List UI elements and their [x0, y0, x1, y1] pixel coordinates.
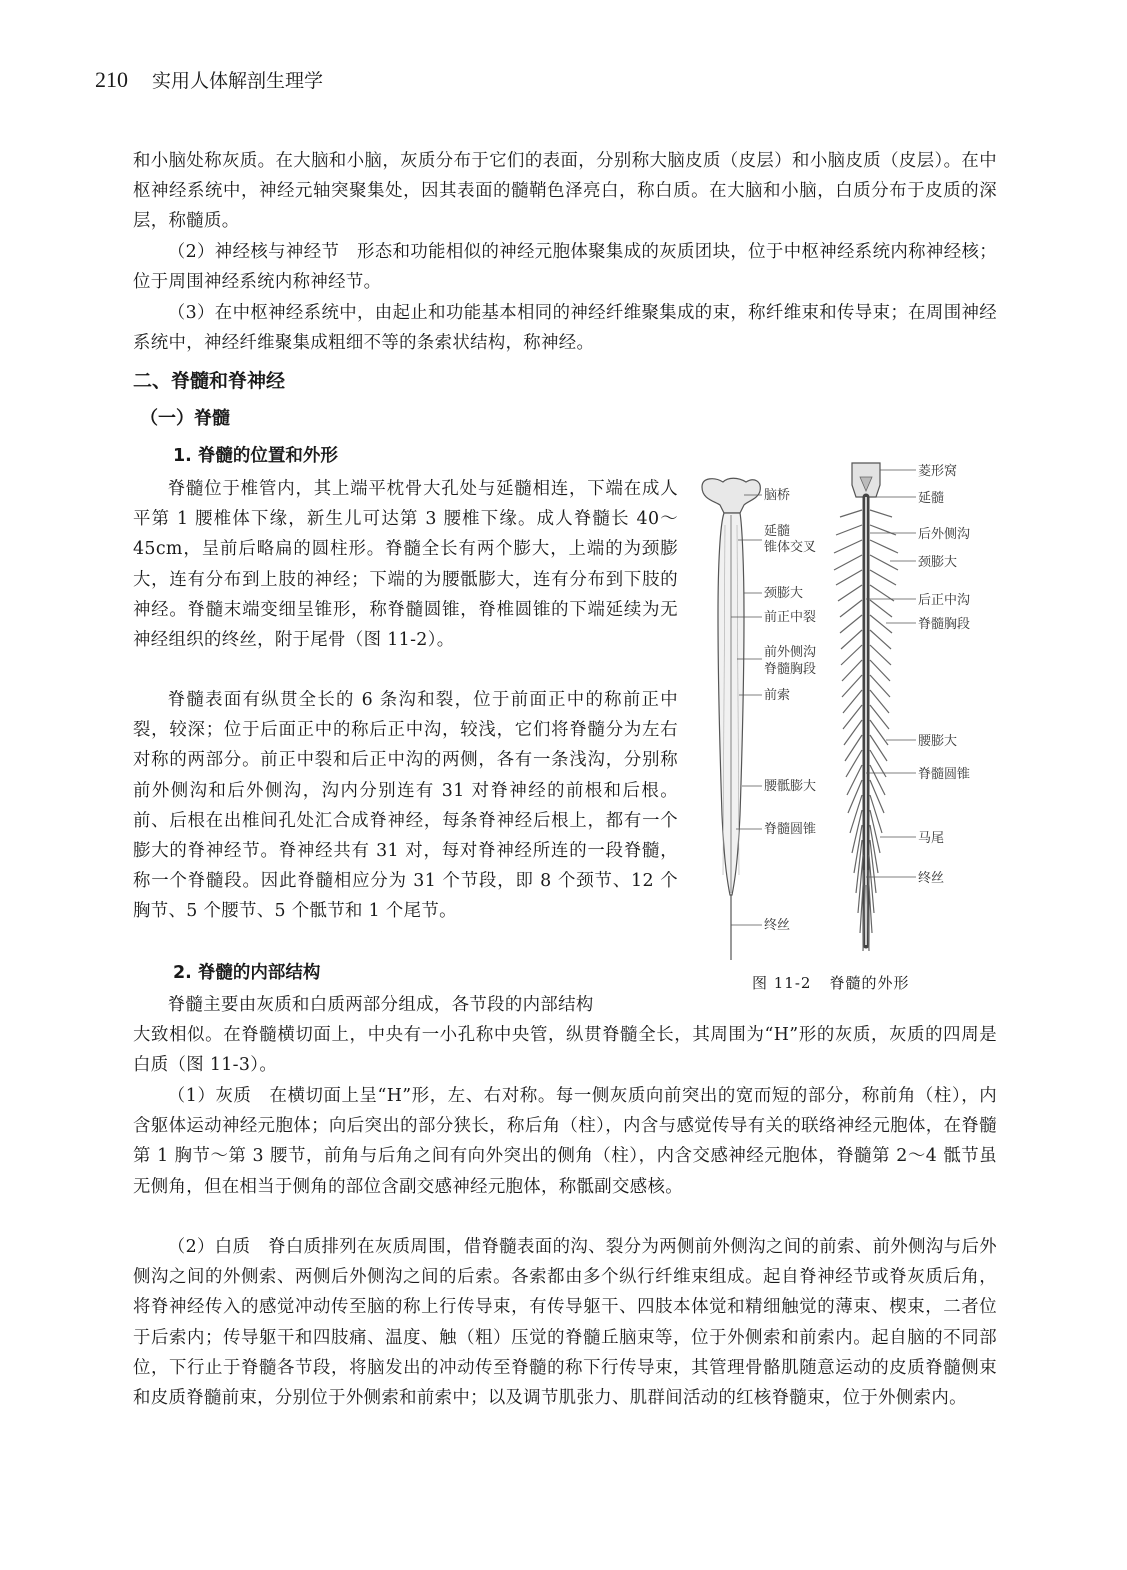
label-lumbosacral-enlargement: 腰骶膨大	[764, 779, 817, 794]
paragraph-surface: 脊髓表面有纵贯全长的 6 条沟和裂，位于前面正中的称前正中裂，较深；位于后面正中的称后正中沟，较浅，它们将脊髓分为左右对称的两部分。前正中裂和后正中沟的两侧，各有一条浅沟，分别称前外侧沟和后外侧沟，沟内分别连有 31 对脊神经的前根和后根。前、后根在出椎间孔处汇合成脊神经，每条脊神经后根上，都有一个膨大的脊神经节。脊神经共有 31 对，每对脊神经所连的一段脊髓，称一个脊髓段。因此脊髓相应分为 31 个节段，即 8 个颈节、12 个胸节、5 个腰节、5 个骶节和 1 个尾节。	[133, 690, 678, 922]
label-medulla-left: 延髓	[764, 524, 791, 539]
label-rhomboid-fossa: 菱形窝	[918, 464, 958, 479]
item-heading-2: 2. 脊髓的内部结构	[173, 963, 321, 983]
label-anterior-funiculus: 前索	[764, 688, 791, 703]
label-pons: 脑桥	[764, 488, 791, 503]
paragraph-tracts: （3）在中枢神经系统中，由起止和功能基本相同的神经纤维聚集成的束，称纤维束和传导束；在周围神经系统中，神经纤维聚集成粗细不等的条索状结构，称神经。	[133, 303, 997, 354]
paragraph-gray-matter: 和小脑处称灰质。在大脑和小脑，灰质分布于它们的表面，分别称大脑皮质（皮层）和小脑皮质（皮层）。在中枢神经系统中，神经元轴突聚集处，因其表面的髓鞘色泽亮白，称白质。在大脑和小脑，白质分布于皮质的深层，称髓质。	[133, 151, 997, 232]
item-heading-1: 1. 脊髓的位置和外形	[173, 446, 338, 466]
posterior-view-illustration	[834, 463, 916, 951]
anterior-view-illustration	[702, 478, 762, 960]
label-cauda-equina: 马尾	[918, 831, 945, 846]
label-cervical-enlargement-right: 颈膨大	[918, 555, 958, 570]
section-heading: 二、脊髓和脊神经	[133, 370, 286, 392]
label-cervical-enlargement-left: 颈膨大	[764, 586, 804, 601]
page-header	[95, 66, 323, 93]
book-title: 实用人体解剖生理学	[152, 70, 324, 92]
label-thoracic-segment-right: 脊髓胸段	[918, 617, 971, 632]
label-conus-medullaris-right: 脊髓圆锥	[918, 767, 971, 782]
label-filum-terminale-left: 终丝	[764, 918, 791, 933]
label-filum-terminale-right: 终丝	[918, 871, 945, 886]
label-anterolateral-sulcus: 前外侧沟	[764, 645, 817, 660]
label-posterolateral-sulcus: 后外侧沟	[918, 527, 971, 542]
label-medulla-right: 延髓	[918, 491, 945, 506]
paragraph-internal-a: 脊髓主要由灰质和白质两部分组成，各节段的内部结构	[167, 995, 594, 1015]
paragraph-white: （2）白质 脊白质排列在灰质周围，借脊髓表面的沟、裂分为两侧前外侧沟之间的前索、前外侧沟与后外侧沟之间的外侧索、两侧后外侧沟之间的后索。各索都由多个纵行纤维束组成。起自脊神经节或脊灰质后角，将脊神经传入的感觉冲动传至脑的称上行传导束，有传导躯干、四肢本体觉和精细触觉的薄束、楔束，二者位于后索内；传导躯干和四肢痛、温度、触（粗）压觉的脊髓丘脑束等，位于外侧索和前索内。起自脑的不同部位，下行止于脊髓各节段，将脑发出的冲动传至脊髓的称下行传导束，其管理骨骼肌随意运动的皮质脊髓侧束和皮质脊髓前束，分别位于外侧索和前索中；以及调节肌张力、肌群间活动的红核脊髓束，位于外侧索内。	[133, 1237, 997, 1409]
label-conus-medullaris-left: 脊髓圆锥	[764, 822, 817, 837]
paragraph-nucleus-ganglion: （2）神经核与神经节 形态和功能相似的神经元胞体聚集成的灰质团块，位于中枢神经系统内称神经核；位于周围神经系统内称神经节。	[133, 242, 997, 293]
label-pyramidal-decussation: 锥体交叉	[764, 540, 817, 555]
figure-caption	[752, 972, 909, 993]
caption-text: 脊髓的外形	[829, 974, 910, 992]
label-lumbar-enlargement: 腰膨大	[918, 734, 958, 749]
paragraph-internal-b: 大致相似。在脊髓横切面上，中央有一小孔称中央管，纵贯脊髓全长，其周围为“H”形的灰质，灰质的四周是白质（图 11-3）。	[133, 1025, 997, 1076]
spinal-cord-figure	[690, 455, 1000, 965]
caption-number: 图 11-2	[752, 974, 812, 992]
label-anterior-median-fissure: 前正中裂	[764, 610, 817, 625]
label-thoracic-segment-left: 脊髓胸段	[764, 662, 817, 677]
subsection-heading: （一）脊髓	[140, 408, 230, 429]
page-number: 210	[95, 67, 128, 92]
paragraph-gray: （1）灰质 在横切面上呈“H”形，左、右对称。每一侧灰质向前突出的宽而短的部分，称前角（柱），内含躯体运动神经元胞体；向后突出的部分狭长，称后角（柱），内含与感觉传导有关的联络神经元胞体，在脊髓第 1 胸节～第 3 腰节，前角与后角之间有向外突出的侧角（柱），内含交感神经元胞体，脊髓第 2～4 骶节虽无侧角，但在相当于侧角的部位含副交感神经元胞体，称骶副交感核。	[133, 1086, 997, 1197]
paragraph-position: 脊髓位于椎管内，其上端平枕骨大孔处与延髓相连，下端在成人平第 1 腰椎体下缘，新生儿可达第 3 腰椎下缘。成人脊髓长 40～45cm，呈前后略扁的圆柱形。脊髓全长有两个膨大，上端的为颈膨大，连有分布到上肢的神经；下端的为腰骶膨大，连有分布到下肢的神经。脊髓末端变细呈锥形，称脊髓圆锥，脊椎圆锥的下端延续为无神经组织的终丝，附于尾骨（图 11-2）。	[133, 479, 678, 651]
label-posterior-median-sulcus: 后正中沟	[918, 593, 971, 608]
